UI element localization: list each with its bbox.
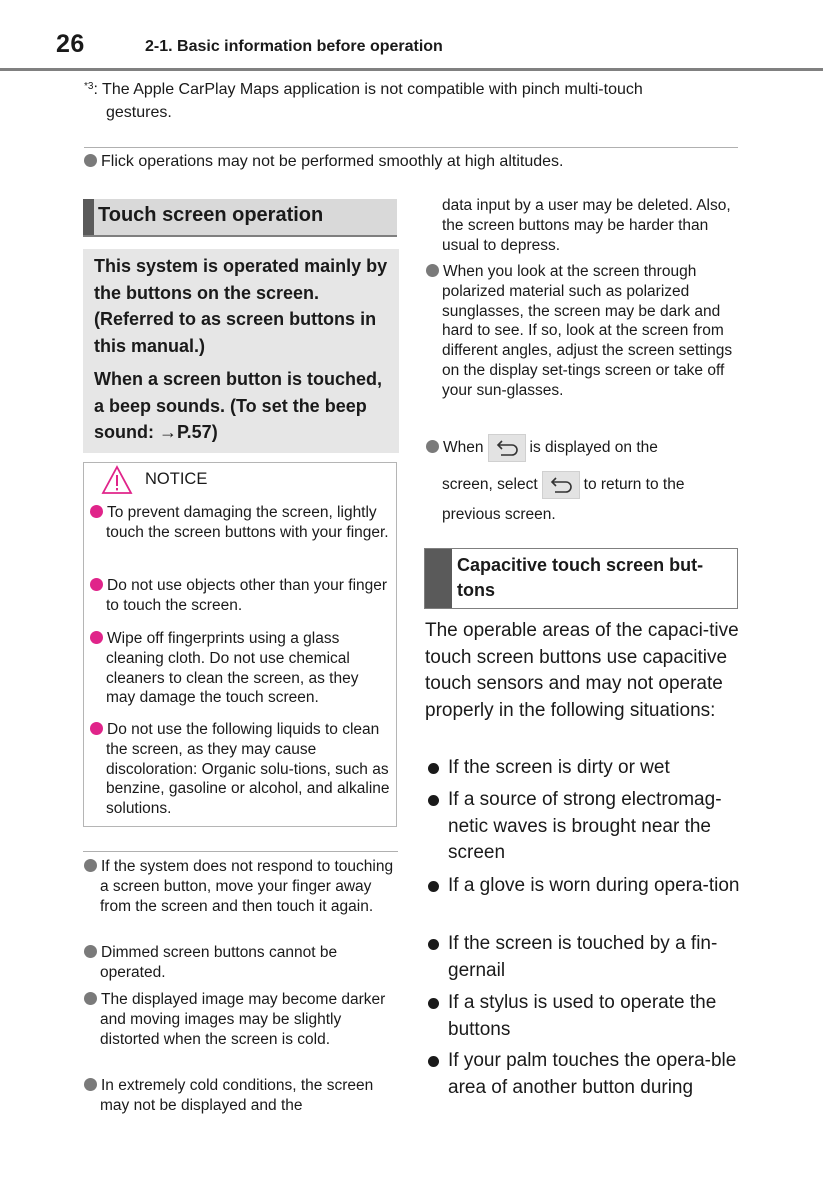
notice-item-text: Do not use objects other than your finger to touch the screen.: [106, 577, 388, 614]
notice-item: [90, 503, 390, 543]
touch-screen-heading-text: Touch screen operation: [98, 204, 324, 226]
situation-text: If the screen is dirty or wet: [448, 757, 670, 778]
situation-text: If a glove is worn during opera-tion: [448, 875, 740, 896]
capacitive-heading-text: Capacitive touch screen but-tons: [457, 555, 704, 600]
flick-note-text: Flick operations may not be performed smoothly at high altitudes.: [101, 153, 564, 170]
section-title: 2-1. Basic information before operation: [145, 38, 443, 55]
situation-item: [426, 755, 741, 782]
intro-paragraph-1: This system is operated mainly by the buttons on the screen. (Referred to as screen buttons in this manual.): [94, 256, 388, 356]
note-item: [84, 857, 399, 916]
note-text: screen, select: [442, 476, 538, 494]
note-item-text: In extremely cold conditions, the screen may not be displayed and the: [100, 1077, 374, 1114]
bullet-icon: [428, 1056, 439, 1067]
intro-paragraph-2: When a screen button is touched, a beep sounds. (To set the beep sound: →P.57): [94, 369, 383, 442]
page-number: 26: [56, 30, 85, 58]
note-item: [84, 943, 399, 983]
situation-text: If your palm touches the opera-ble area of another button during: [448, 1050, 737, 1098]
bullet-icon: [426, 264, 439, 277]
note-item-text: Dimmed screen buttons cannot be operated.: [100, 944, 338, 981]
divider: [84, 147, 738, 148]
note-text: to return to the: [583, 476, 685, 494]
bullet-icon: [90, 578, 103, 591]
bullet-icon: [84, 945, 97, 958]
note-item-text: The displayed image may become darker and moving images may be slightly distorted when the screen is cold.: [100, 991, 386, 1048]
footnote-marker: *3: [84, 81, 94, 92]
notice-item-text: Do not use the following liquids to clean the screen, as they may cause discoloration: Organic solu-tions, such as benzine, gasoline or alcohol, and alkaline solutions.: [106, 721, 390, 818]
situation-item: [426, 931, 741, 984]
note-text: previous screen.: [442, 506, 556, 523]
bullet-icon: [426, 440, 439, 453]
note-item-text: If the system does not respond to touching a screen button, move your finger away from the screen and then touch it again.: [100, 858, 394, 915]
situation-text: If the screen is touched by a fin-gernail: [448, 933, 718, 981]
situation-item: [426, 787, 741, 867]
bullet-icon: [428, 763, 439, 774]
note-item: [84, 1076, 399, 1116]
bullet-icon: [428, 795, 439, 806]
footnote: [84, 78, 724, 124]
back-button-sample: [488, 434, 526, 462]
bullet-icon: [428, 881, 439, 892]
notice-item: [90, 629, 390, 708]
capacitive-intro: The operable areas of the capaci-tive touch screen buttons use capacitive touch sensors and may not operate properly in the following situations:: [425, 620, 739, 721]
back-button-sample: [542, 471, 580, 499]
bullet-icon: [428, 939, 439, 950]
notice-item: [90, 576, 390, 616]
situation-text: If a source of strong electromag-netic waves is brought near the screen: [448, 789, 722, 863]
situation-item: [426, 873, 741, 900]
bullet-icon: [84, 1078, 97, 1091]
notice-title: NOTICE: [145, 470, 208, 488]
note-item-text: When you look at the screen through polarized material such as polarized sunglasses, the screen may be dark and hard to see. If so, look at the screen from different angles, adjust the screen settings on the display set-tings screen or take off your sun-glasses.: [442, 263, 733, 399]
note-item: [84, 990, 399, 1049]
back-button-note: [426, 434, 742, 462]
back-arrow-icon: [495, 439, 519, 457]
note-text: is displayed on the: [529, 439, 658, 457]
footnote-text: : The Apple CarPlay Maps application is not compatible with pinch multi-touch: [93, 81, 643, 98]
bullet-icon: [90, 631, 103, 644]
situation-item: [426, 1048, 741, 1101]
note-item: [426, 262, 742, 401]
bullet-icon: [84, 859, 97, 872]
bullet-icon: [90, 722, 103, 735]
back-button-note-cont: [426, 471, 742, 499]
touch-screen-heading: [83, 199, 397, 237]
back-arrow-icon: [549, 476, 573, 494]
header-divider: [0, 68, 823, 71]
intro-box: [83, 249, 399, 453]
back-button-note-end: [426, 505, 742, 525]
situation-text: If a stylus is used to operate the buttons: [448, 992, 717, 1040]
notice-item-text: To prevent damaging the screen, lightly touch the screen buttons with your finger.: [106, 504, 389, 541]
heading-bar: [425, 549, 452, 608]
divider: [83, 851, 398, 852]
heading-bar: [83, 199, 94, 235]
bullet-icon: [428, 998, 439, 1009]
notice-item: [90, 720, 390, 819]
note-text: When: [443, 439, 484, 457]
bullet-icon: [84, 154, 97, 167]
warning-triangle-icon: [101, 465, 133, 495]
capacitive-heading: [424, 548, 738, 609]
bullet-icon: [84, 992, 97, 1005]
flick-note: [84, 152, 563, 172]
bullet-icon: [90, 505, 103, 518]
note-continued: data input by a user may be deleted. Also, the screen buttons may be harder than usual to depress.: [442, 197, 731, 254]
situation-item: [426, 990, 741, 1043]
footnote-text-cont: gestures.: [106, 104, 172, 121]
notice-item-text: Wipe off fingerprints using a glass cleaning cloth. Do not use chemical cleaners to clean the screen, as they may damage the touch screen.: [106, 630, 359, 707]
